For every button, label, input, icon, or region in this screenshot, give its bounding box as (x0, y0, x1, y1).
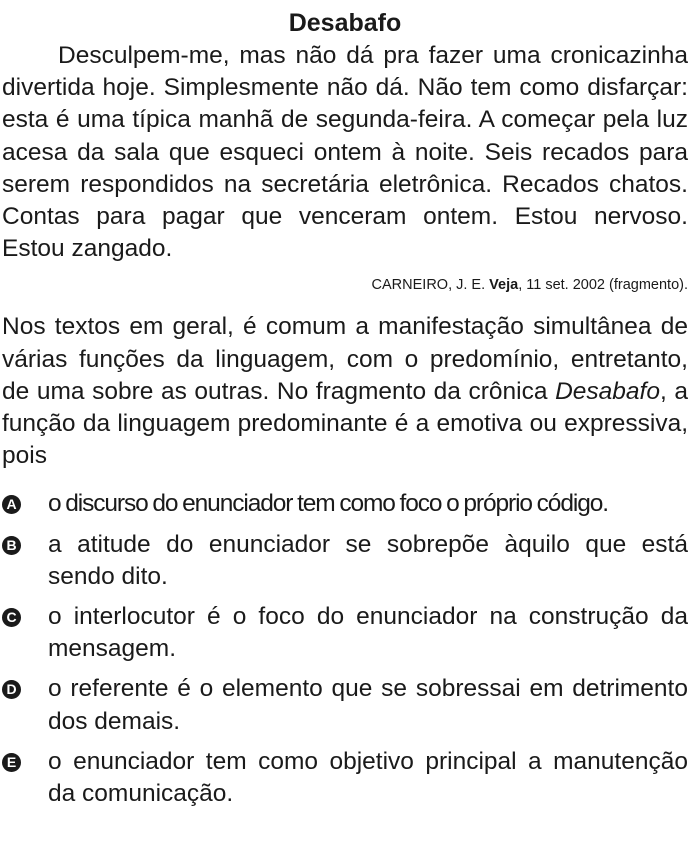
option-c-text: o interlocutor é o foco do enunciador na construção da mensagem. (48, 603, 688, 663)
option-b[interactable] (2, 529, 688, 593)
option-a-text: o discurso do enunciador tem como foco o próprio código. (48, 490, 608, 518)
citation-author: CARNEIRO, J. E. (371, 277, 486, 294)
option-c-letter-icon: C (2, 608, 21, 627)
option-d-text: o referente é o elemento que se sobressai em detrimento dos demais. (48, 675, 688, 735)
option-a[interactable] (2, 488, 688, 520)
option-b-text: a atitude do enunciador se sobrepõe àquilo que está sendo dito. (48, 530, 688, 590)
citation-details: , 11 set. 2002 (fragmento). (518, 277, 688, 294)
passage-text: Desculpem-me, mas não dá pra fazer uma cronicazinha divertida hoje. Simplesmente não dá. Não tem como disfarçar: esta é uma típica manhã de segunda-feira. A começar pela luz acesa da sala que esqueci ontem à noite. Seis recados para serem respondidos na secretária eletrônica. Recados chatos. Contas para pagar que venceram ontem. Estou nervoso. Estou zangado. (2, 42, 688, 263)
option-e[interactable] (2, 746, 688, 810)
passage-citation (2, 275, 688, 295)
question-emphasis: Desabafo (555, 377, 660, 405)
answer-options (2, 488, 688, 810)
option-d-letter-icon: D (2, 680, 21, 699)
question-stem (2, 311, 688, 472)
citation-source: Veja (489, 277, 519, 294)
option-a-letter-icon: A (2, 495, 21, 514)
option-e-text: o enunciador tem como objetivo principal a manutenção da comunicação. (48, 747, 688, 808)
question-text-after: , a função da linguagem predominante é a emotiva ou expressiva, pois (2, 377, 688, 470)
option-d[interactable] (2, 673, 688, 737)
question-text-before: Nos textos em geral, é comum a manifestação simultânea de várias funções da linguagem, com o predomínio, entretanto, de uma sobre as outras. No fragmento da crônica (2, 313, 688, 405)
option-e-letter-icon: E (2, 753, 21, 772)
option-b-letter-icon: B (2, 536, 21, 555)
passage-title: Desabafo (288, 9, 402, 37)
option-c[interactable] (2, 601, 688, 665)
